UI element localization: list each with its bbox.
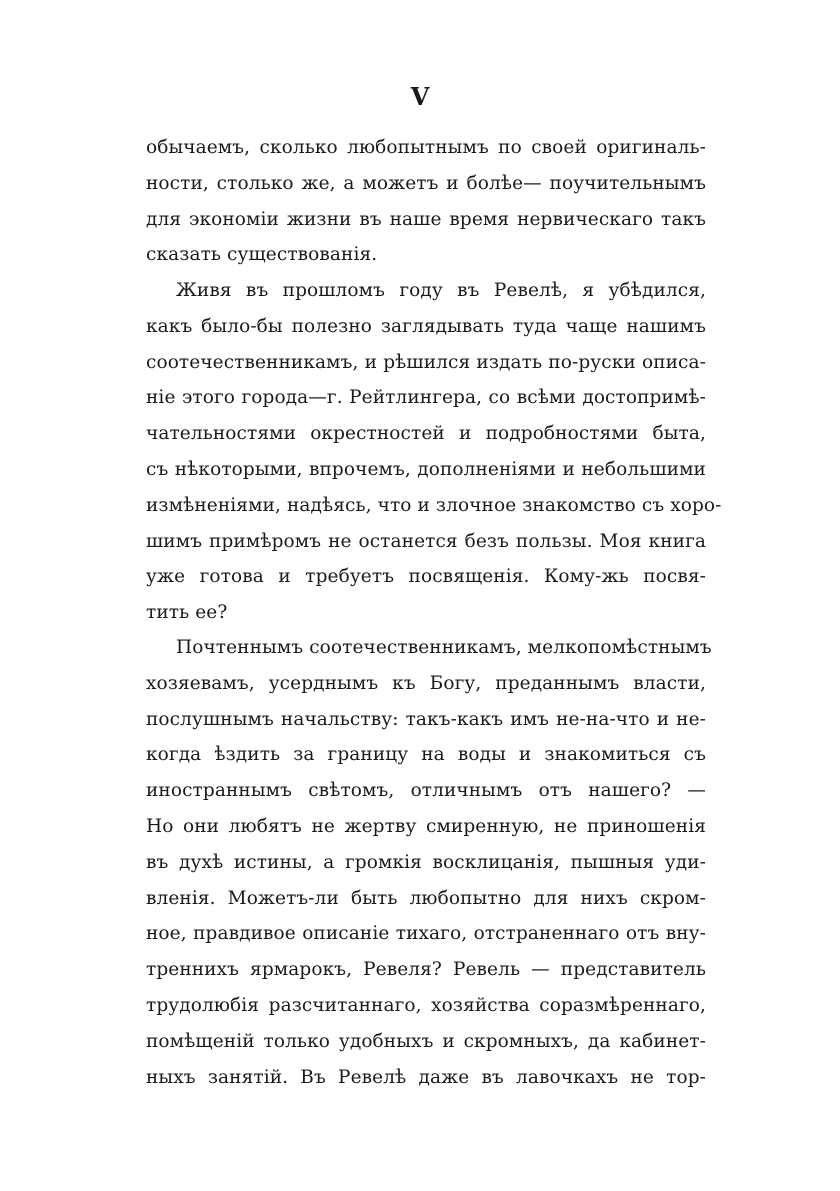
text-line: Живя въ прошломъ году въ Ревелѣ, я убѣдился, [176, 280, 706, 301]
text-line: шимъ примѣромъ не останется безъ пользы. Моя книга [146, 530, 706, 552]
text-line: иностраннымъ свѣтомъ, отличнымъ отъ нашего? — [146, 780, 706, 802]
text-line: ное, правдивое описаніе тихаго, отстраненнаго отъ вну- [146, 923, 706, 945]
text-line: въ духѣ истины, а громкія восклицанія, пышныя уди- [146, 851, 706, 873]
text-line: обычаемъ, сколько любопытнымъ по своей оригиналь- [146, 137, 706, 158]
text-line: треннихъ ярмарокъ, Ревеля? Ревель — представитель [146, 959, 706, 981]
text-line: Почтеннымъ соотечественникамъ, мелкопомѣстнымъ [176, 637, 712, 658]
page-number: V [410, 82, 430, 111]
text-line: соотечественникамъ, и рѣшился издать по-руски описа- [146, 351, 706, 373]
text-line: трудолюбія разсчитаннаго, хозяйства соразмѣреннаго, [146, 994, 706, 1016]
text-line: ныхъ занятій. Въ Ревелѣ даже въ лавочкахъ не тор- [146, 1066, 706, 1088]
text-line: съ нѣкоторыми, впрочемъ, дополненіями и небольшими [146, 458, 706, 480]
text-line: послушнымъ начальству: такъ-какъ имъ не-на-что и не- [146, 708, 706, 730]
paragraph-3 [146, 630, 712, 1095]
text-line: ности, столько же, а можетъ и болѣе— поучительнымъ [146, 172, 706, 194]
text-line: ніе этого города—г. Рейтлингера, со всѣми достопримѣ- [146, 387, 706, 409]
paragraph-1 [146, 130, 706, 273]
text-line: измѣненіями, надѣясь, что и злочное знакомство съ хоро- [146, 494, 722, 516]
text-line: когда ѣздить за границу на воды и знакомиться съ [146, 744, 706, 766]
paragraph-2 [146, 273, 722, 631]
text-line: для экономіи жизни въ наше время нервическаго такъ [146, 208, 706, 230]
text-line: чательностями окрестностей и подробностями быта, [146, 423, 706, 445]
text-line: помѣщеній только удобныхъ и скромныхъ, да кабинет- [146, 1030, 706, 1052]
text-line: сказать существованія. [146, 244, 378, 266]
text-line: тить ее? [146, 602, 228, 624]
text-line: Но они любятъ не жертву смиренную, не приношенія [146, 815, 706, 837]
text-line: хозяевамъ, усерднымъ къ Богу, преданнымъ власти, [146, 672, 706, 694]
text-line: уже готова и требуетъ посвященія. Кому-жь посвя- [146, 566, 706, 588]
text-line: какъ было-бы полезно заглядывать туда чаще нашимъ [146, 315, 706, 337]
text-line: вленія. Можетъ-ли быть любопытно для нихъ скром- [146, 887, 706, 909]
